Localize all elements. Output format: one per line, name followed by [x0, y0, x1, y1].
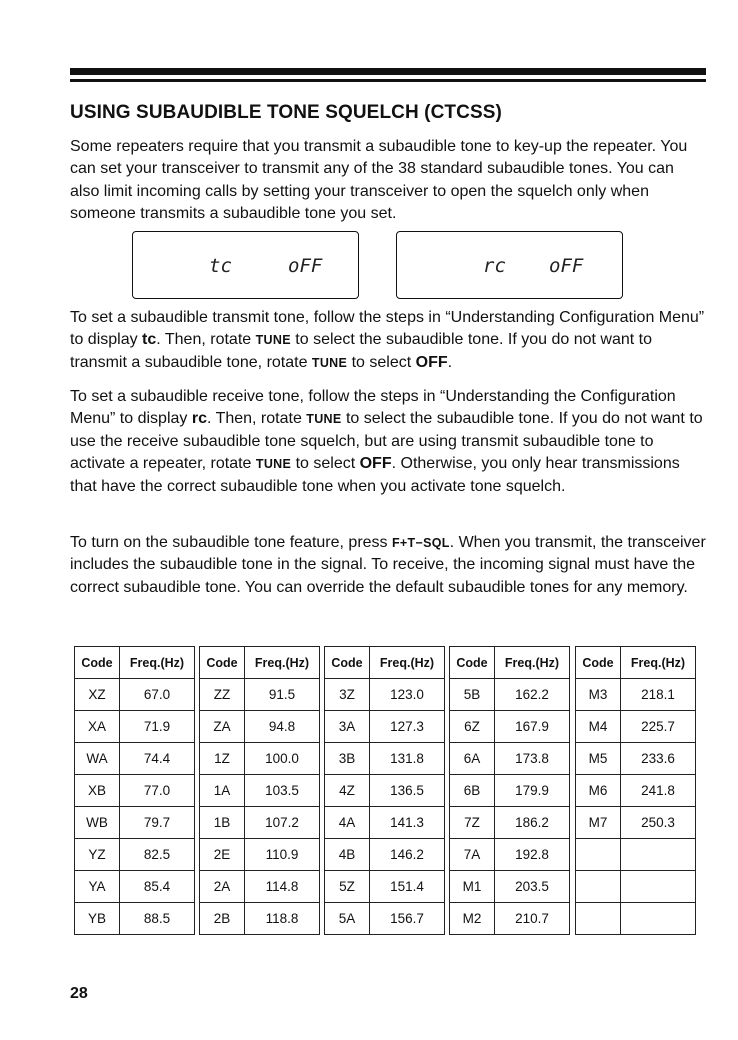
table-row: [75, 903, 195, 935]
table-row: [576, 711, 696, 743]
code-cell: M3: [576, 679, 621, 711]
table-row: [75, 711, 195, 743]
code-cell: 3Z: [325, 679, 370, 711]
table-row: [200, 711, 320, 743]
table-row: [576, 871, 696, 903]
freq-cell: 167.9: [495, 711, 570, 743]
table-row: [450, 839, 570, 871]
table-row: [200, 839, 320, 871]
header-code: Code: [200, 647, 245, 679]
table-row: [200, 743, 320, 775]
freq-cell: 136.5: [370, 775, 445, 807]
key-tune: TUNE: [311, 355, 348, 370]
code-cell: ZZ: [200, 679, 245, 711]
table-row: [325, 807, 445, 839]
header-freq: Freq.(Hz): [495, 647, 570, 679]
header-rule-thick: [70, 68, 706, 75]
freq-cell: 192.8: [495, 839, 570, 871]
table-row: [325, 871, 445, 903]
freq-cell: 67.0: [120, 679, 195, 711]
code-cell: 6Z: [450, 711, 495, 743]
freq-cell: 131.8: [370, 743, 445, 775]
freq-cell: [621, 903, 696, 935]
freq-cell: 118.8: [245, 903, 320, 935]
freq-cell: [621, 871, 696, 903]
code-cell: 5A: [325, 903, 370, 935]
table-row: [200, 903, 320, 935]
code-tc: tc: [142, 331, 157, 349]
lcd-value: oFF: [288, 255, 323, 277]
table-row: [576, 807, 696, 839]
code-cell: 3B: [325, 743, 370, 775]
freq-cell: 173.8: [495, 743, 570, 775]
table-row: [576, 903, 696, 935]
table-row: [325, 743, 445, 775]
table-row: [325, 839, 445, 871]
tone-table-3: [324, 646, 445, 935]
freq-cell: 100.0: [245, 743, 320, 775]
code-cell: M6: [576, 775, 621, 807]
table-row: [450, 903, 570, 935]
header-freq: Freq.(Hz): [245, 647, 320, 679]
freq-cell: 77.0: [120, 775, 195, 807]
table-row: [200, 871, 320, 903]
freq-cell: 74.4: [120, 743, 195, 775]
freq-cell: 91.5: [245, 679, 320, 711]
freq-cell: 203.5: [495, 871, 570, 903]
table-row: [200, 807, 320, 839]
code-cell: M7: [576, 807, 621, 839]
freq-cell: 233.6: [621, 743, 696, 775]
table-row: [450, 775, 570, 807]
table-row: [75, 839, 195, 871]
code-cell: 3A: [325, 711, 370, 743]
table-row: [75, 743, 195, 775]
code-cell: YB: [75, 903, 120, 935]
freq-cell: 82.5: [120, 839, 195, 871]
code-cell: M1: [450, 871, 495, 903]
freq-cell: 110.9: [245, 839, 320, 871]
table-row: [325, 903, 445, 935]
freq-cell: 114.8: [245, 871, 320, 903]
code-cell: ZA: [200, 711, 245, 743]
table-row: [75, 775, 195, 807]
header-code: Code: [75, 647, 120, 679]
table-row: [450, 871, 570, 903]
value-off: OFF: [415, 353, 448, 371]
tone-table-1: [74, 646, 195, 935]
code-cell: M4: [576, 711, 621, 743]
intro-paragraph: Some repeaters require that you transmit a subaudible tone to key-up the repeater. You can set your transceiver to transmit any of the 38 standard subaudible tones. You can also limit incoming calls by setting your transceiver to open the squelch only when someone transmits a subaudible tone you set.: [70, 138, 688, 223]
freq-cell: 94.8: [245, 711, 320, 743]
code-cell: [576, 839, 621, 871]
header-code: Code: [576, 647, 621, 679]
freq-cell: 103.5: [245, 775, 320, 807]
header-freq: Freq.(Hz): [370, 647, 445, 679]
code-cell: 5B: [450, 679, 495, 711]
table-row: [576, 839, 696, 871]
code-cell: 4Z: [325, 775, 370, 807]
table-row: [75, 807, 195, 839]
section-title: USING SUBAUDIBLE TONE SQUELCH (CTCSS): [70, 102, 502, 123]
code-cell: 1A: [200, 775, 245, 807]
code-cell: XZ: [75, 679, 120, 711]
code-cell: WA: [75, 743, 120, 775]
freq-cell: 225.7: [621, 711, 696, 743]
transmit-tone-paragraph: To set a subaudible transmit tone, follow the steps in “Understanding Configuration Menu” to display tc. Then, rotate TUNE to select the subaudible tone. If you do not want to transmit a subaudible tone, rotate TUNE to select OFF.: [70, 309, 705, 371]
header-freq: Freq.(Hz): [120, 647, 195, 679]
code-cell: M2: [450, 903, 495, 935]
code-cell: 2B: [200, 903, 245, 935]
table-row: [450, 807, 570, 839]
freq-cell: 146.2: [370, 839, 445, 871]
table-row: [75, 679, 195, 711]
freq-cell: 179.9: [495, 775, 570, 807]
freq-cell: 250.3: [621, 807, 696, 839]
key-tune: TUNE: [306, 412, 342, 427]
table-row: [450, 743, 570, 775]
code-cell: 6A: [450, 743, 495, 775]
lcd-label: tc: [209, 255, 232, 277]
code-cell: 1Z: [200, 743, 245, 775]
freq-cell: 79.7: [120, 807, 195, 839]
table-row: [325, 711, 445, 743]
key-tune: TUNE: [255, 457, 292, 472]
freq-cell: 141.3: [370, 807, 445, 839]
freq-cell: 210.7: [495, 903, 570, 935]
code-cell: 2A: [200, 871, 245, 903]
code-cell: 7Z: [450, 807, 495, 839]
freq-cell: 218.1: [621, 679, 696, 711]
lcd-value: oFF: [549, 255, 584, 277]
freq-cell: 127.3: [370, 711, 445, 743]
freq-cell: 156.7: [370, 903, 445, 935]
freq-cell: 123.0: [370, 679, 445, 711]
code-cell: 2E: [200, 839, 245, 871]
table-row: [325, 679, 445, 711]
code-cell: 4B: [325, 839, 370, 871]
header-freq: Freq.(Hz): [621, 647, 696, 679]
header-rule-thin: [70, 79, 706, 82]
tone-table-4: [449, 646, 570, 935]
table-row: [450, 679, 570, 711]
code-cell: 6B: [450, 775, 495, 807]
code-cell: [576, 903, 621, 935]
lcd-display-receive: [396, 231, 623, 299]
freq-cell: 71.9: [120, 711, 195, 743]
freq-cell: [621, 839, 696, 871]
code-cell: 7A: [450, 839, 495, 871]
table-row: [200, 775, 320, 807]
table-row: [200, 679, 320, 711]
code-cell: 1B: [200, 807, 245, 839]
value-off: OFF: [359, 455, 392, 473]
key-combination: F+T−SQL: [392, 536, 450, 550]
code-cell: YZ: [75, 839, 120, 871]
table-row: [576, 775, 696, 807]
header-code: Code: [450, 647, 495, 679]
code-cell: YA: [75, 871, 120, 903]
tone-table-2: [199, 646, 320, 935]
freq-cell: 107.2: [245, 807, 320, 839]
freq-cell: 186.2: [495, 807, 570, 839]
table-row: [325, 775, 445, 807]
tone-table-5: [575, 646, 696, 935]
code-cell: XB: [75, 775, 120, 807]
code-cell: 4A: [325, 807, 370, 839]
freq-cell: 241.8: [621, 775, 696, 807]
code-cell: XA: [75, 711, 120, 743]
header-code: Code: [325, 647, 370, 679]
code-cell: M5: [576, 743, 621, 775]
code-rc: rc: [191, 410, 207, 428]
key-tune: TUNE: [255, 333, 291, 348]
freq-cell: 162.2: [495, 679, 570, 711]
table-row: [576, 743, 696, 775]
table-row: [576, 679, 696, 711]
lcd-label: rc: [483, 255, 506, 277]
table-row: [75, 871, 195, 903]
tone-feature-paragraph: To turn on the subaudible tone feature, press F+T−SQL. When you transmit, the transceiver includes the subaudible tone in the signal. To receive, the incoming signal must have the correct subaudible tone. You can override the default subaudible tones for any memory.: [70, 534, 706, 596]
code-cell: WB: [75, 807, 120, 839]
lcd-display-transmit: [132, 231, 359, 299]
page-number: 28: [70, 985, 88, 1002]
freq-cell: 88.5: [120, 903, 195, 935]
receive-tone-paragraph: To set a subaudible receive tone, follow the steps in “Understanding the Configuration Menu” to display rc. Then, rotate TUNE to select the subaudible tone. If you do not want to use the receive subaudible tone squelch, but are using transmit subaudible tone to activate a repeater, rotate TUNE to select OFF. Otherwise, you only hear transmissions that have the correct subaudible tone when you activate tone squelch.: [70, 388, 703, 495]
freq-cell: 151.4: [370, 871, 445, 903]
table-row: [450, 711, 570, 743]
freq-cell: 85.4: [120, 871, 195, 903]
code-cell: [576, 871, 621, 903]
code-cell: 5Z: [325, 871, 370, 903]
